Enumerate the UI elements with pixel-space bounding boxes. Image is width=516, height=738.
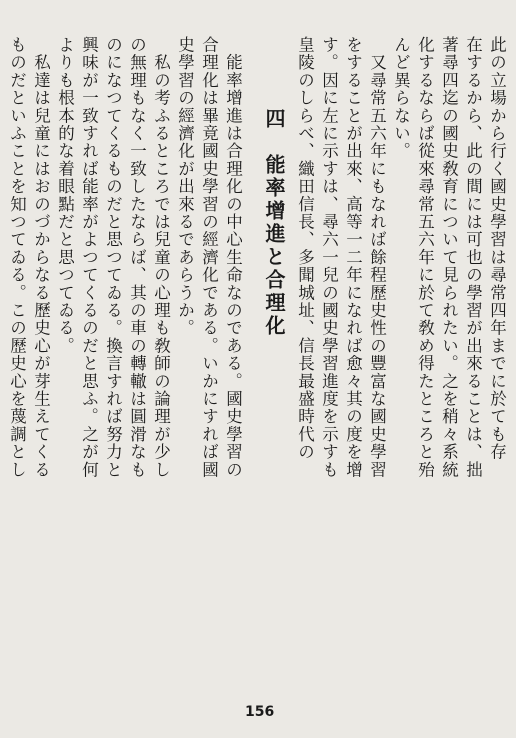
- text-column: 私達は兒童にはおのづからなる歷史心が芽生えてくる: [31, 36, 51, 479]
- text-column: 私の考ふるところでは兒童の心理も敎師の論理が少し: [151, 36, 171, 479]
- text-column: をすることが出來、高等一二年になれば愈々其の度を增: [343, 36, 363, 479]
- section-heading: 四 能率增進と合理化: [262, 108, 286, 338]
- text-column: 能率增進は合理化の中心生命なのである。國史學習の: [223, 36, 243, 479]
- text-column: のになつてくるものだと思つてゐる。換言すれば努力と: [103, 36, 123, 479]
- text-column: 又尋常五六年にもなれば餘程歷史性の豐富な國史學習: [367, 36, 387, 479]
- text-column: よりも根本的な着眼點だと思つてゐる。: [55, 36, 75, 355]
- text-column: 著尋四迄の國史敎育について見られたい。之を稍々系統: [439, 36, 459, 479]
- text-column: 化するならば從來尋常五六年に於て敎め得たところと殆: [415, 36, 435, 479]
- text-column: 興味が一致すれば能率がよつてくるのだと思ふ。之が何: [79, 36, 99, 479]
- text-column: 皇陵のしらべ、織田信長、多聞城址、信長最盛時代の: [295, 36, 315, 461]
- text-column: んど異らない。: [391, 36, 411, 160]
- text-column: 合理化は畢竟國史學習の經濟化である。いかにすれば國: [199, 36, 219, 479]
- text-column: 史學習の經濟化が出來るであらうか。: [175, 36, 195, 337]
- text-column: 此の立場から行く國史學習は尋常四年までに於ても存: [487, 36, 507, 461]
- text-column: 在するから、此の間には可也の學習が出來ることは、拙: [463, 36, 483, 479]
- text-column: の無理もなく一致したならば、其の車の轉轍は圓滑なも: [127, 36, 147, 479]
- text-column: す。因に左に示すは、尋六一兒の國史學習進度を示すも: [319, 36, 339, 479]
- page-number: 156: [245, 704, 275, 720]
- text-column: ものだといふことを知つてゐる。この歷史心を蔑調とし: [7, 36, 27, 479]
